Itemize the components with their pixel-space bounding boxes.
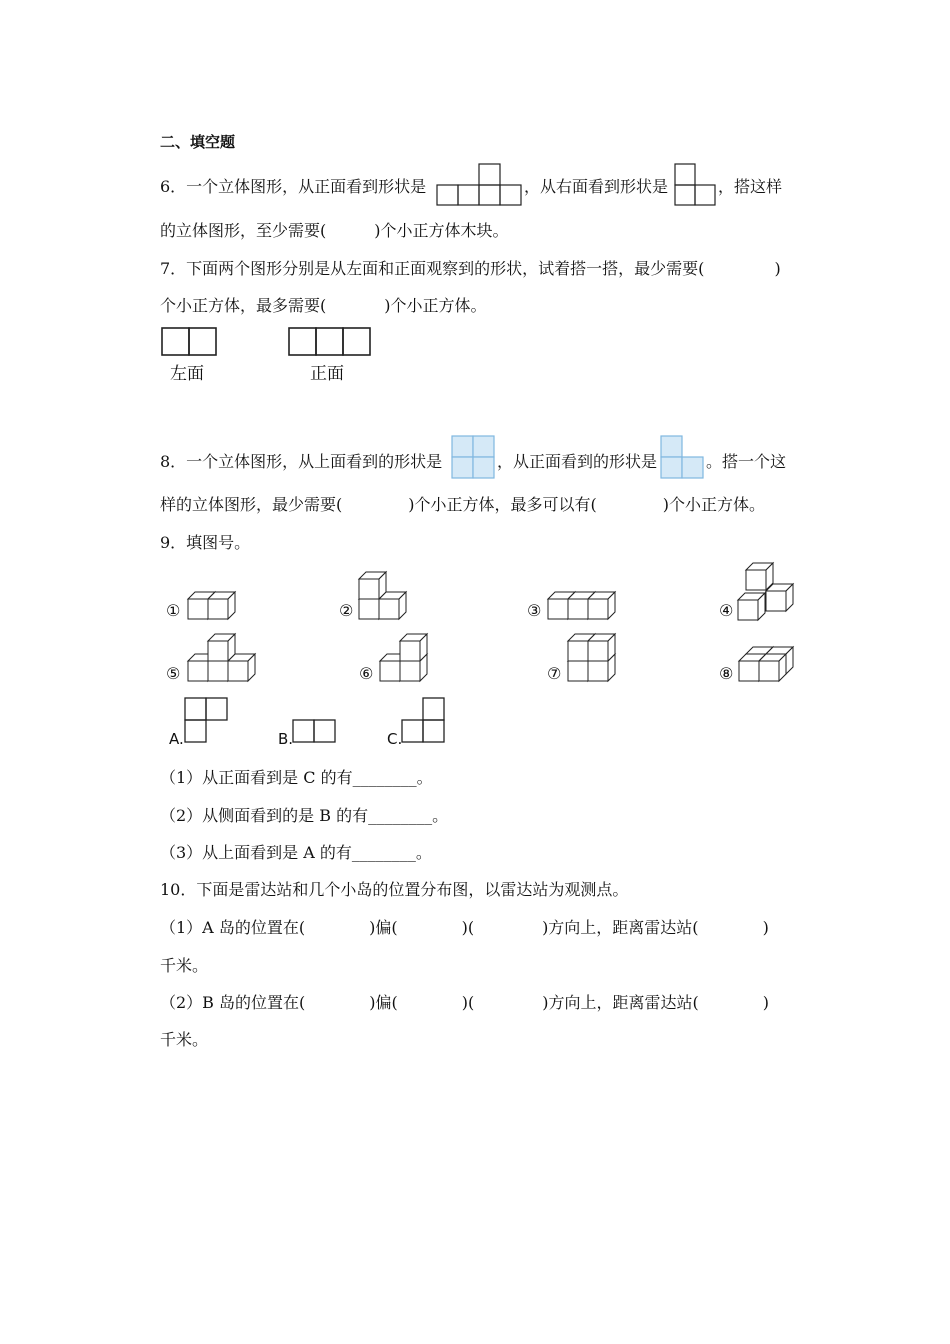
- q6-part3: ，搭这样: [718, 177, 783, 196]
- q8-line2c: )个小正方体。: [662, 495, 765, 514]
- q10-a-text-1: （1）A 岛的位置在(: [160, 918, 306, 937]
- q8-part2: ，从正面看到的形状是: [497, 452, 658, 471]
- figure-7-label: ⑦: [547, 664, 562, 683]
- figure-3-blocks: [548, 592, 615, 619]
- q8-part1: 8．一个立体图形，从上面看到的形状是: [160, 452, 443, 471]
- q7-line2b: )个小正方体。: [384, 296, 487, 315]
- option-c-view: [402, 698, 444, 742]
- q7-line1a: 7．下面两个图形分别是从左面和正面观察到的形状，试着搭一搭，最少需要(: [160, 259, 705, 278]
- option-b-label: B.: [278, 730, 294, 748]
- q6-line2a: 的立体图形，至少需要(: [160, 221, 327, 240]
- q10-b-text-1: （2）B 岛的位置在(: [160, 993, 306, 1012]
- figure-1-blocks: [188, 592, 235, 619]
- q10-b-line1: [160, 990, 769, 1013]
- figure-2-label: ②: [339, 601, 354, 620]
- option-c-label: C.: [387, 730, 403, 748]
- q8-part3: 。搭一个这: [706, 452, 787, 471]
- q6-part1: 6．一个立体图形，从正面看到形状是: [160, 177, 427, 196]
- figure-8-label: ⑧: [719, 664, 734, 683]
- q10-b-text-3: )(: [461, 993, 475, 1012]
- option-b-view: [293, 720, 335, 742]
- figure-6-blocks: [380, 634, 427, 681]
- q10-b-text-2: )偏(: [369, 993, 398, 1012]
- q10-b-text-4: )方向上，距离雷达站(: [542, 993, 699, 1012]
- q6-line2b: )个小正方体木块。: [374, 221, 509, 240]
- figure-7-blocks: [568, 634, 615, 681]
- q10-a-line2: 千米。: [160, 956, 209, 975]
- q10-a-text-5: ): [762, 918, 769, 937]
- q8-line2b: )个小正方体，最多可以有(: [408, 495, 597, 514]
- q7-label-front: 正面: [310, 364, 344, 384]
- q7-line2a: 个小正方体，最多需要(: [160, 296, 327, 315]
- q10-b-line2: 千米。: [160, 1030, 209, 1049]
- q9-sub1: （1）从正面看到是 C 的有________。: [160, 768, 433, 787]
- figure-5-blocks: [188, 634, 255, 681]
- q10-a-text-2: )偏(: [369, 918, 398, 937]
- q6-part2: ，从右面看到形状是: [524, 177, 669, 196]
- option-a-label: A.: [169, 730, 184, 748]
- figure-1-label: ①: [166, 601, 181, 620]
- q9-title: 9．填图号。: [160, 533, 251, 552]
- q7-line1b: ): [774, 259, 781, 278]
- q10-a-line1: [160, 915, 769, 938]
- figure-4-label: ④: [719, 601, 734, 620]
- figure-3-label: ③: [527, 601, 542, 620]
- q7-label-left: 左面: [170, 364, 204, 384]
- q10-a-text-3: )(: [461, 918, 475, 937]
- q8-line2a: 样的立体图形，最少需要(: [160, 495, 343, 514]
- figure-5-label: ⑤: [166, 664, 181, 683]
- q10-title: 10．下面是雷达站和几个小岛的位置分布图，以雷达站为观测点。: [160, 880, 629, 899]
- figure-6-label: ⑥: [359, 664, 374, 683]
- q10-b-text-5: ): [762, 993, 770, 1012]
- q9-sub2: （2）从侧面看到的是 B 的有________。: [160, 806, 449, 825]
- figure-8-blocks: [739, 647, 793, 681]
- option-a-view: [185, 698, 227, 742]
- q10-a-text-4: )方向上，距离雷达站(: [542, 918, 699, 937]
- figure-4-blocks: [738, 563, 793, 620]
- figure-2-blocks: [359, 572, 406, 619]
- section-title: 二、填空题: [160, 133, 236, 151]
- q9-sub3: （3）从上面看到是 A 的有________。: [160, 843, 432, 862]
